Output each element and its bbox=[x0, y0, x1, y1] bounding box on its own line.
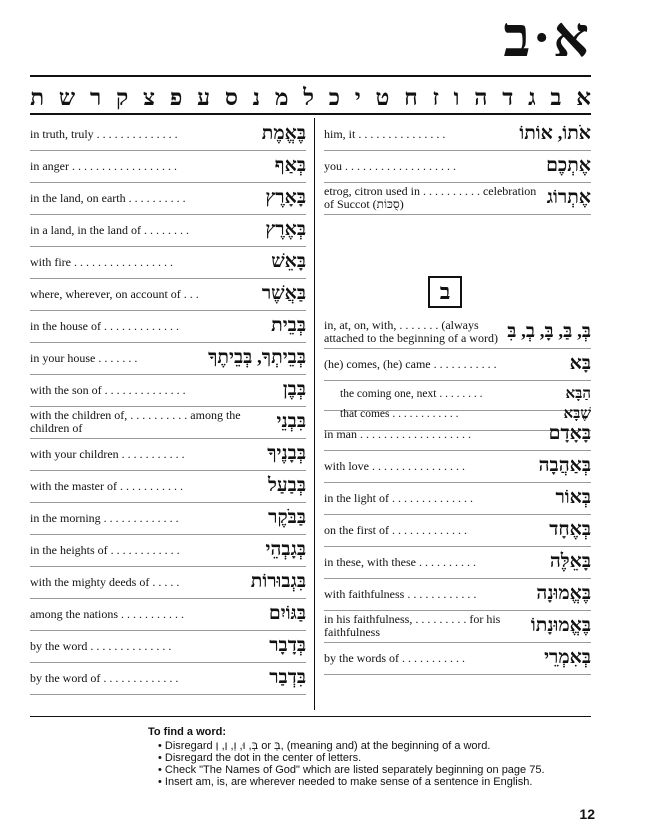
entry-hebrew: בִּבְנֵי bbox=[276, 411, 306, 432]
alphabet-row bbox=[30, 85, 591, 111]
entry-hebrew: בְּבֵית bbox=[271, 315, 306, 336]
entry-english: on the first of . . . . . . . . . . . . . bbox=[324, 522, 467, 537]
entry-hebrew: בְּאֶחָד bbox=[549, 519, 591, 540]
tip-item: • Disregard בְּ, וּ, וְ, וַ, וָ or בְּ, (meaning and) at the beginning of a word. bbox=[158, 740, 568, 752]
alphabet-letter: ד bbox=[502, 85, 514, 110]
entry-hebrew: בְּאִמְרֵי bbox=[544, 647, 591, 668]
dictionary-entry bbox=[324, 482, 591, 515]
dictionary-entry bbox=[30, 374, 306, 407]
section-letter-box: ב bbox=[428, 276, 462, 308]
entry-hebrew: בְּבֶן bbox=[282, 379, 306, 400]
dictionary-entry bbox=[30, 534, 306, 567]
dictionary-entry bbox=[30, 598, 306, 631]
dictionary-entry bbox=[30, 662, 306, 695]
entry-hebrew: בֶּאֱמוּנָה bbox=[536, 583, 591, 604]
entry-english: in your house . . . . . . . bbox=[30, 350, 138, 365]
dictionary-entry bbox=[324, 418, 591, 451]
dictionary-entry bbox=[30, 214, 306, 247]
dictionary-entry bbox=[324, 316, 591, 349]
entry-english: among the nations . . . . . . . . . . . bbox=[30, 606, 184, 621]
alphabet-letter: מ bbox=[274, 85, 289, 110]
tip-item: • Check "The Names of God" which are listed separately beginning on page 75. bbox=[158, 764, 568, 776]
entry-english: with the mighty deeds of . . . . . bbox=[30, 574, 180, 589]
alphabet-letter: ב bbox=[550, 85, 562, 110]
column-divider bbox=[314, 118, 315, 710]
entry-english: where, wherever, on account of . . . bbox=[30, 286, 199, 301]
entry-hebrew: בְּבַעַל bbox=[268, 475, 306, 496]
entry-english: etrog, citron used in . . . . . . . . . . celebration of Succot (סֻכּוֹת) bbox=[324, 184, 537, 211]
alphabet-letter: נ bbox=[252, 85, 261, 110]
entry-english: in his faithfulness, . . . . . . . . . for his faithfulness bbox=[324, 612, 501, 639]
entry-hebrew: בְּבֵיתְךָ, בְּבֵיתֶךָ bbox=[208, 347, 306, 368]
entry-english: in the heights of . . . . . . . . . . . . bbox=[30, 542, 180, 557]
entry-hebrew: בֶּאֱמוּנָתוֹ bbox=[530, 615, 591, 636]
alphabet-letter: ה bbox=[474, 85, 488, 110]
alphabet-letter: א bbox=[576, 85, 591, 110]
entry-english: by the words of . . . . . . . . . . . bbox=[324, 650, 465, 665]
alphabet-rule bbox=[30, 113, 591, 115]
entry-hebrew: אֶתְרוֹג bbox=[546, 187, 591, 208]
alphabet-letter: צ bbox=[143, 85, 156, 110]
footer-rule bbox=[30, 716, 591, 717]
dictionary-entry bbox=[324, 118, 591, 151]
entry-hebrew: בִּדְבַר bbox=[269, 667, 306, 688]
page-header-letters: א·ב bbox=[503, 7, 591, 69]
alphabet-letter: ע bbox=[197, 85, 211, 110]
entry-english: with love . . . . . . . . . . . . . . . . bbox=[324, 458, 465, 473]
entry-hebrew: בְּאֶרֶץ bbox=[265, 219, 306, 240]
alphabet-letter: ק bbox=[115, 85, 129, 110]
entry-hebrew: אֶתְכֶם bbox=[546, 155, 591, 176]
alphabet-letter: י bbox=[354, 85, 361, 110]
dictionary-entry bbox=[30, 150, 306, 183]
dictionary-entry bbox=[30, 118, 306, 151]
entry-hebrew: בְּאוֹר bbox=[555, 487, 591, 508]
entry-hebrew: הַבָּא bbox=[565, 385, 591, 402]
entry-english: in, at, on, with, . . . . . . . (always attached to the beginning of a word) bbox=[324, 318, 498, 345]
entry-hebrew: בְּדָבָר bbox=[269, 635, 306, 656]
entry-hebrew: בְּבָנֶיךָ bbox=[267, 443, 306, 464]
entry-hebrew: בָּאָרֶץ bbox=[265, 187, 306, 208]
header-rule bbox=[30, 75, 591, 77]
entry-english: in the morning . . . . . . . . . . . . . bbox=[30, 510, 179, 525]
entry-hebrew: בָּא bbox=[569, 353, 591, 374]
entry-english: the coming one, next . . . . . . . . bbox=[340, 388, 483, 400]
dictionary-entry bbox=[30, 342, 306, 375]
entry-english: you . . . . . . . . . . . . . . . . . . . bbox=[324, 158, 456, 173]
tips-list bbox=[148, 740, 568, 788]
dictionary-entry bbox=[30, 278, 306, 311]
alphabet-letter: ש bbox=[58, 85, 76, 110]
entry-hebrew: שֶׁבָּא bbox=[563, 405, 591, 422]
entry-english: by the word of . . . . . . . . . . . . . bbox=[30, 670, 179, 685]
alphabet-letter: כ bbox=[328, 85, 341, 110]
dictionary-entry bbox=[324, 514, 591, 547]
dictionary-entry bbox=[30, 502, 306, 535]
entry-hebrew: בַּבֹּקֶר bbox=[268, 507, 306, 528]
tip-item: • Insert am, is, are wherever needed to make sense of a sentence in English. bbox=[158, 776, 568, 788]
dictionary-entry bbox=[324, 182, 591, 215]
dictionary-entry bbox=[30, 566, 306, 599]
dictionary-entry bbox=[30, 406, 306, 439]
alphabet-letter: ט bbox=[375, 85, 390, 110]
alphabet-letter: ו bbox=[453, 85, 460, 110]
entry-hebrew: בַּאֲשֶׁר bbox=[261, 283, 306, 304]
dictionary-entry bbox=[30, 310, 306, 343]
entry-english: with your children . . . . . . . . . . . bbox=[30, 446, 185, 461]
search-tips bbox=[148, 726, 568, 788]
dictionary-entry bbox=[324, 642, 591, 675]
entry-english: in the light of . . . . . . . . . . . . . . bbox=[324, 490, 473, 505]
entry-english: in man . . . . . . . . . . . . . . . . . . . bbox=[324, 426, 471, 441]
dictionary-entry bbox=[324, 578, 591, 611]
entry-english: in anger . . . . . . . . . . . . . . . . . . bbox=[30, 158, 177, 173]
entry-hebrew: בָּאֵלֶּה bbox=[549, 551, 591, 572]
entry-english: by the word . . . . . . . . . . . . . . bbox=[30, 638, 172, 653]
entry-hebrew: בֶּאֱמֶת bbox=[261, 123, 306, 144]
entry-hebrew: בְּאַף bbox=[274, 155, 306, 176]
entry-english: (he) comes, (he) came . . . . . . . . . . . bbox=[324, 356, 497, 371]
dictionary-entry bbox=[324, 348, 591, 381]
entry-english: in truth, truly . . . . . . . . . . . . . . bbox=[30, 126, 178, 141]
entry-hebrew: בְּגָבְהֵי bbox=[265, 539, 306, 560]
entry-english: in a land, in the land of . . . . . . . . bbox=[30, 222, 189, 237]
entry-hebrew: בִּגְבוּרוֹת bbox=[250, 571, 306, 592]
entry-english: in the house of . . . . . . . . . . . . . bbox=[30, 318, 179, 333]
alphabet-letter: ח bbox=[404, 85, 418, 110]
entry-english: with faithfulness . . . . . . . . . . . . bbox=[324, 586, 477, 601]
dictionary-entry bbox=[324, 610, 591, 643]
alphabet-letter: ג bbox=[528, 85, 536, 110]
dictionary-entry bbox=[324, 150, 591, 183]
dictionary-entry bbox=[324, 546, 591, 579]
tips-title: To find a word: bbox=[148, 726, 227, 738]
alphabet-letter: ל bbox=[303, 85, 315, 110]
alphabet-letter: ת bbox=[30, 85, 45, 110]
entry-english: with the children of, . . . . . . . . . . among the children of bbox=[30, 408, 241, 435]
entry-english: with fire . . . . . . . . . . . . . . . . . bbox=[30, 254, 173, 269]
dictionary-entry bbox=[324, 450, 591, 483]
entry-hebrew: בְּ, בַּ, בָּ, בְ, בִּ bbox=[507, 321, 591, 342]
alphabet-letter: ר bbox=[89, 85, 102, 110]
entry-english: in these, with these . . . . . . . . . . bbox=[324, 554, 476, 569]
entry-english: that comes . . . . . . . . . . . . bbox=[340, 408, 459, 420]
entry-hebrew: בָּאֵשׁ bbox=[271, 251, 306, 272]
alphabet-letter: פ bbox=[169, 85, 183, 110]
entry-english: with the son of . . . . . . . . . . . . . . bbox=[30, 382, 186, 397]
entry-english: with the master of . . . . . . . . . . . bbox=[30, 478, 183, 493]
dictionary-entry bbox=[30, 470, 306, 503]
dictionary-entry bbox=[30, 438, 306, 471]
entry-hebrew: בְּאַהֲבָה bbox=[538, 455, 591, 476]
entry-english: him, it . . . . . . . . . . . . . . . bbox=[324, 126, 446, 141]
page-number: 12 bbox=[579, 806, 595, 822]
alphabet-letter: ז bbox=[432, 85, 439, 110]
entry-hebrew: בָּאָדָם bbox=[548, 423, 591, 444]
dictionary-entry bbox=[30, 182, 306, 215]
dictionary-entry bbox=[30, 630, 306, 663]
entry-english: in the land, on earth . . . . . . . . . . bbox=[30, 190, 186, 205]
dictionary-entry bbox=[30, 246, 306, 279]
entry-hebrew: בַּגּוֹיִם bbox=[268, 603, 306, 624]
entry-hebrew: אֹתוֹ, אוֹתוֹ bbox=[519, 123, 591, 144]
tip-item: • Disregard the dot in the center of letters. bbox=[158, 752, 568, 764]
alphabet-letter: ס bbox=[224, 85, 238, 110]
